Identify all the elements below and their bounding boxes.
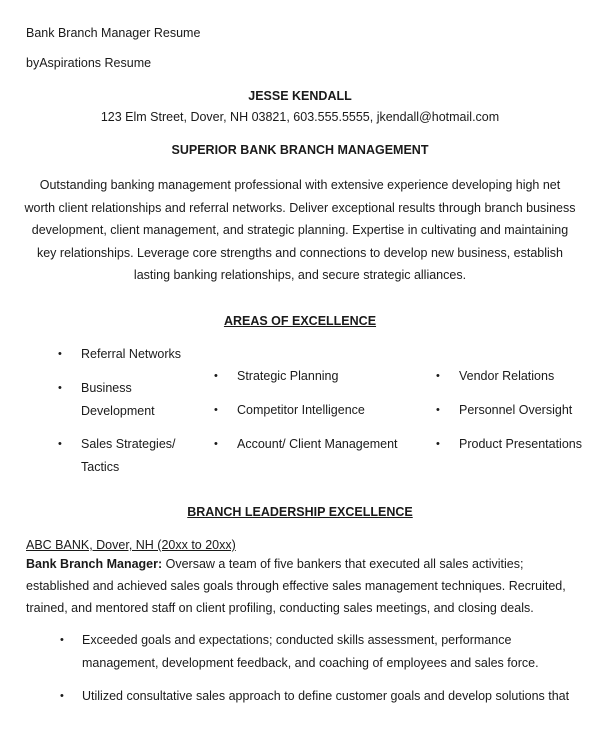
bullet-icon: • [436, 438, 440, 450]
skill-item: Vendor Relations [459, 369, 555, 383]
summary-paragraph: Outstanding banking management professional with extensive experience developing high net worth client relationships and referral networks. Deliver exceptional results through branch business development, client management, and strategic planning. Expertise in cultivating and maintaining key relationships. Leverage core strengths and connections to develop new business, establish lasting banking relationships, and secure strategic alliances. [24, 178, 576, 282]
bullet-icon: • [58, 382, 62, 394]
skill-item: Product Presentations [459, 437, 582, 451]
byline: byAspirations Resume [26, 56, 152, 70]
skill-item: Business Development [81, 381, 155, 418]
job-description [26, 553, 566, 619]
excellence-heading: AREAS OF EXCELLENCE [223, 314, 377, 328]
bullet-icon: • [436, 404, 440, 416]
bullet-icon: • [214, 438, 218, 450]
achievement-item: Utilized consultative sales approach to define customer goals and develop solutions that [82, 689, 570, 703]
job-summary: Oversaw a team of five bankers that executed all sales activities; established and achieved sales goals through effective sales management techniques. Recruited, trained, and mentored staff on client profiling, conducting sales meetings, and closing deals. [26, 557, 566, 615]
skill-item: Personnel Oversight [459, 403, 573, 417]
skill-item: Referral Networks [81, 347, 182, 361]
headline: SUPERIOR BANK BRANCH MANAGEMENT [171, 143, 429, 157]
bullet-icon: • [60, 690, 64, 702]
skill-item: Competitor Intelligence [237, 403, 365, 417]
bullet-icon: • [214, 370, 218, 382]
bullet-icon: • [60, 634, 64, 646]
contact-line: 123 Elm Street, Dover, NH 03821, 603.555.5555, jkendall@hotmail.com [100, 110, 500, 124]
skill-item: Strategic Planning [237, 369, 339, 383]
bullet-icon: • [58, 438, 62, 450]
employer-line: ABC BANK, Dover, NH (20xx to 20xx) [26, 538, 236, 552]
bullet-icon: • [58, 348, 62, 360]
bullet-icon: • [214, 404, 218, 416]
achievement-item: Exceeded goals and expectations; conducted skills assessment, performance management, development feedback, and coaching of employees and sales force. [82, 633, 539, 670]
skill-item: Sales Strategies/ Tactics [81, 437, 176, 474]
candidate-name: JESSE KENDALL [248, 89, 352, 103]
bullet-icon: • [436, 370, 440, 382]
document-title: Bank Branch Manager Resume [26, 26, 201, 40]
leadership-heading: BRANCH LEADERSHIP EXCELLENCE [187, 505, 413, 519]
job-role: Bank Branch Manager: [26, 557, 163, 571]
skill-item: Account/ Client Management [237, 437, 398, 451]
